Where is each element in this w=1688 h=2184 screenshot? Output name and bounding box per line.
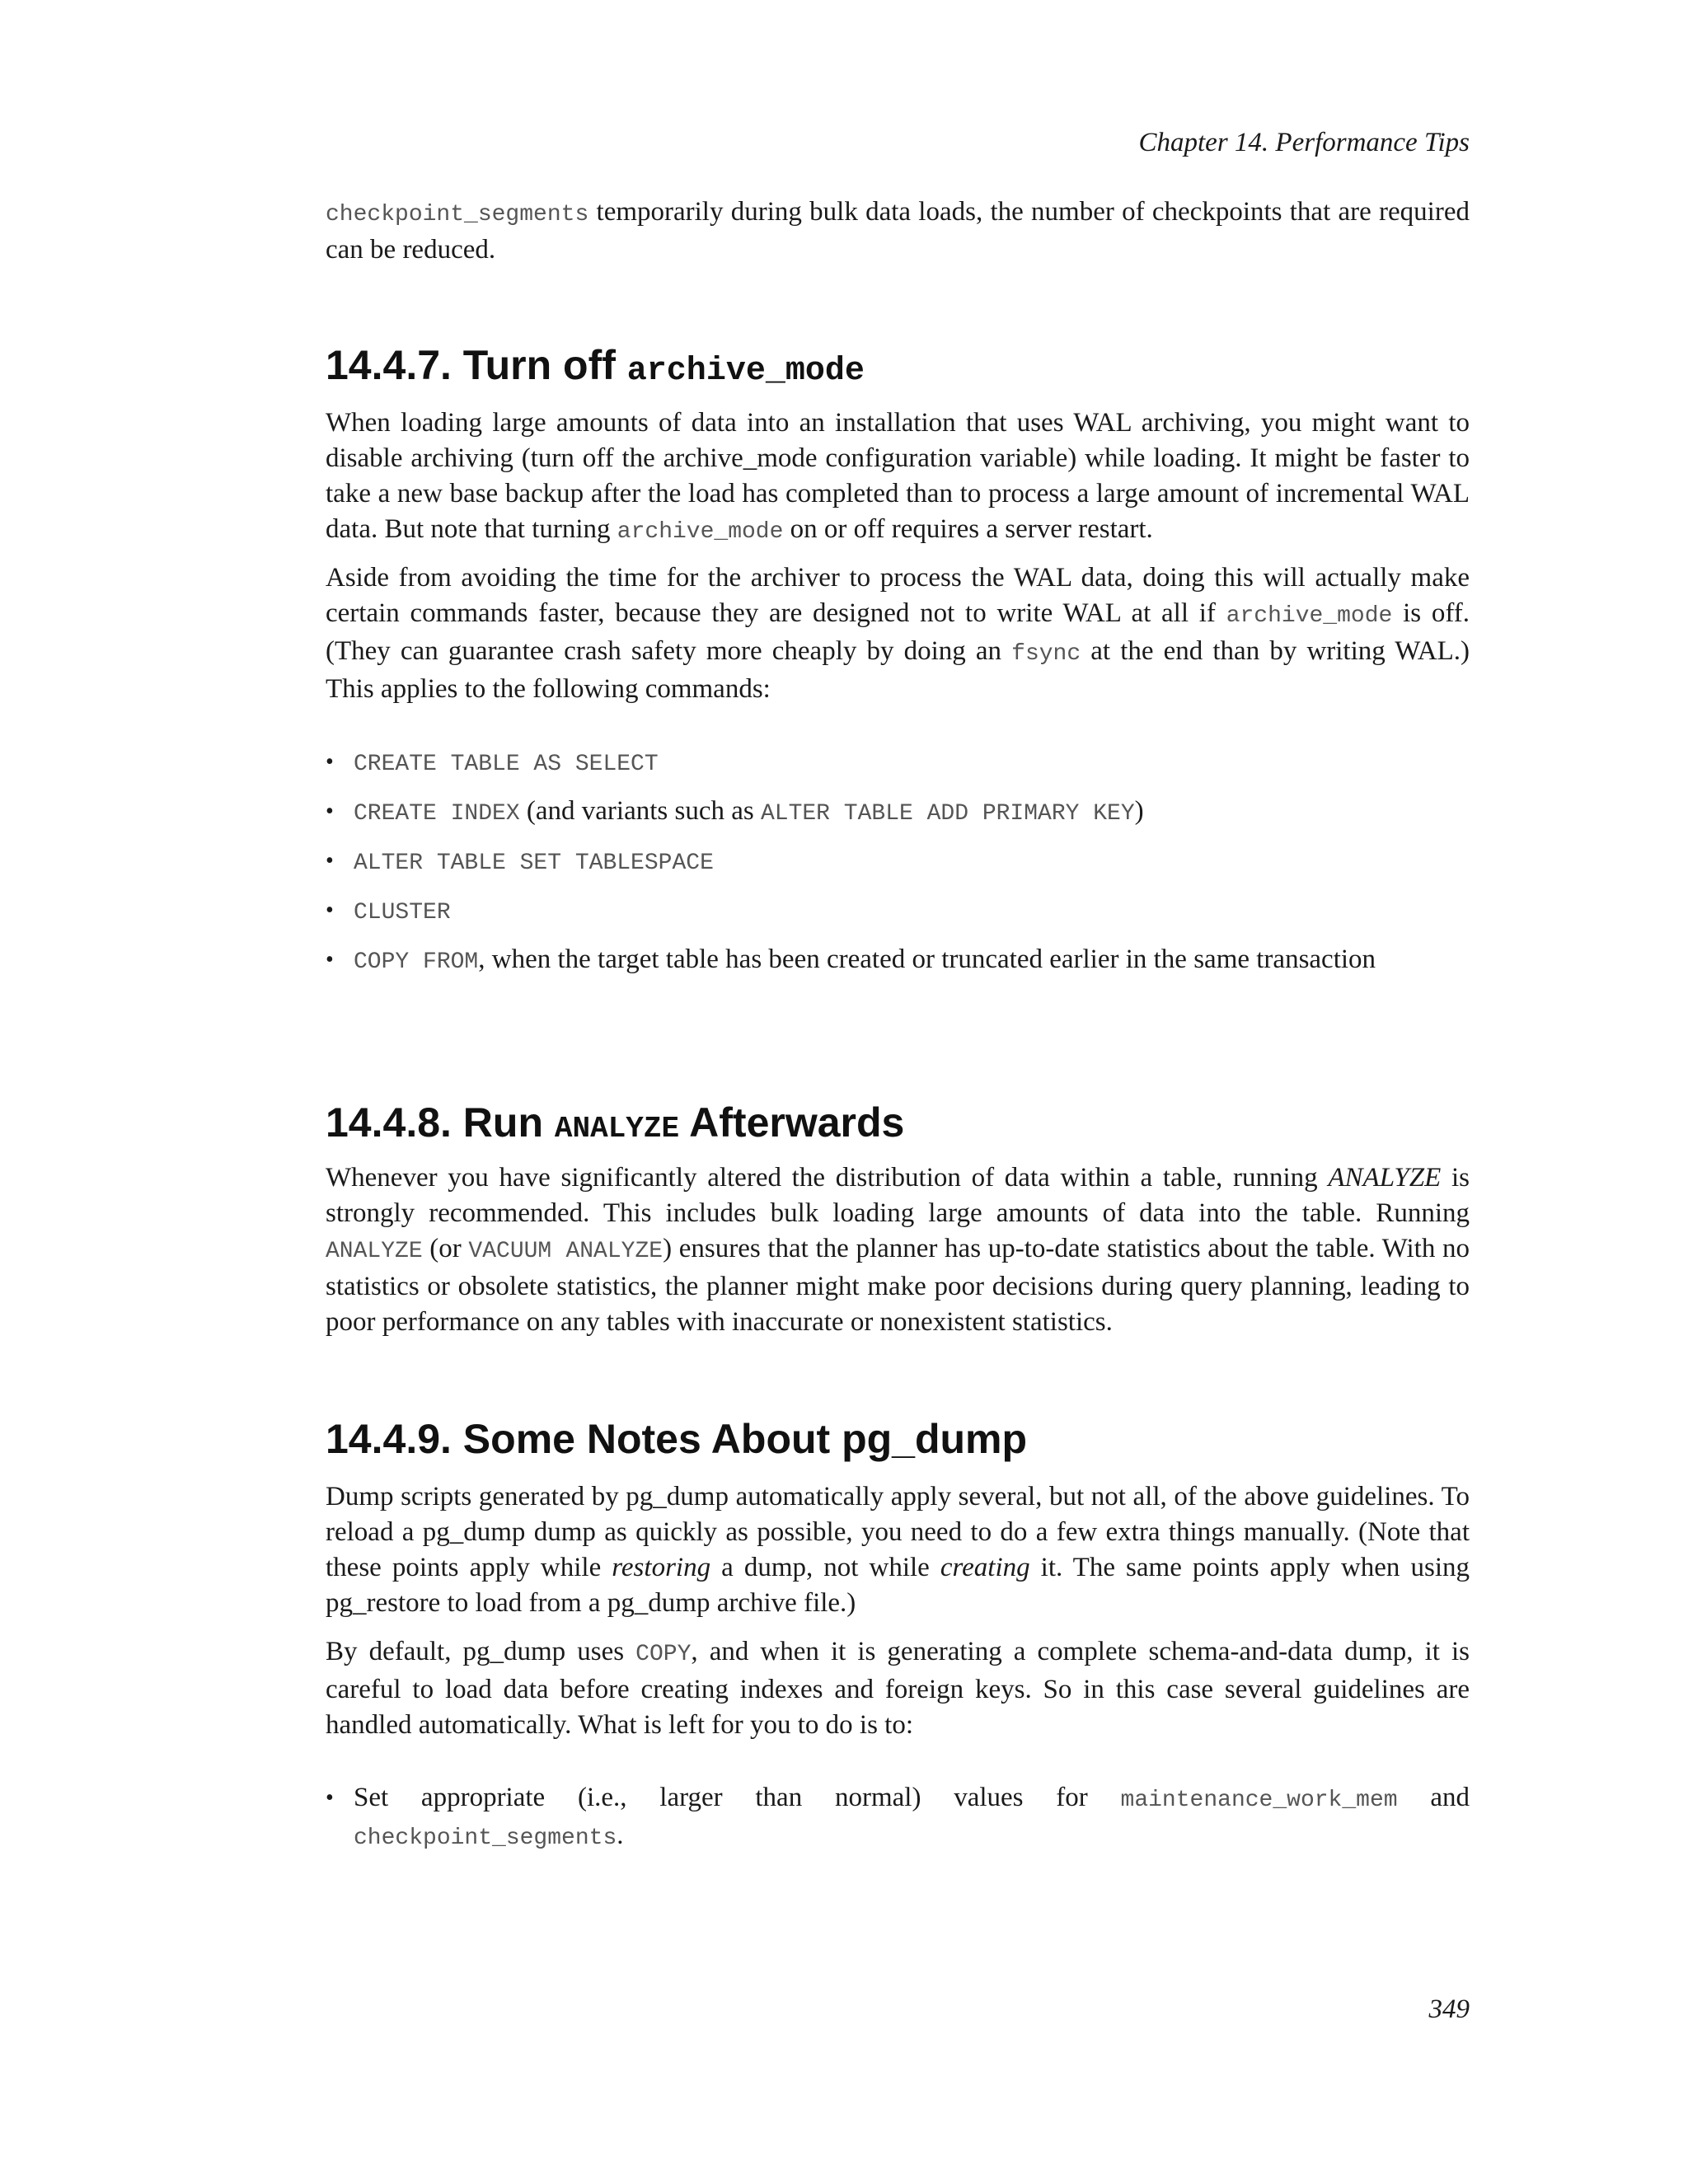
- bullet-icon: •: [326, 947, 334, 972]
- inline-code: CREATE TABLE AS SELECT: [354, 752, 659, 777]
- inline-code: checkpoint_segments: [326, 202, 589, 227]
- inline-code: ALTER TABLE ADD PRIMARY KEY: [760, 801, 1135, 827]
- inline-code: archive_mode: [617, 519, 784, 545]
- paragraph-text: Aside from avoiding the time for the archiver to process the WAL data, doing this will actually make certain commands faster, because they are designed not to write WAL at all if: [326, 563, 1470, 628]
- section-heading-14-4-9: 14.4.9. Some Notes About pg_dump: [326, 1416, 1028, 1462]
- heading-text: 14.4.7. Turn off: [326, 342, 627, 388]
- inline-code: ANALYZE: [326, 1239, 423, 1264]
- bullet-icon: •: [326, 898, 334, 923]
- paragraph-analyze: [326, 1160, 1470, 1340]
- list-text: and: [1397, 1783, 1470, 1812]
- inline-code: COPY: [635, 1642, 692, 1667]
- list-text: Set appropriate (i.e., larger than normal) values for: [354, 1783, 1121, 1812]
- heading-code: ANALYZE: [554, 1112, 680, 1146]
- inline-code: archive_mode: [1226, 603, 1393, 629]
- paragraph-text: it. The same points apply when using pg_restore to load from a pg_dump archive file.): [326, 1553, 1470, 1618]
- running-header: Chapter 14. Performance Tips: [1138, 128, 1470, 157]
- emphasis-text: creating: [940, 1553, 1030, 1582]
- list-item: [326, 893, 1470, 942]
- paragraph-text: , and when it is generating a complete schema-and-data dump, it is careful to load data before creating indexes and foreign keys. So in this case several guidelines are handled automatically. What is left for you to do is to:: [326, 1637, 1470, 1740]
- list-item: [326, 942, 1470, 991]
- page-number: 349: [1428, 1994, 1470, 2024]
- paragraph-text: ) ensures that the planner has up-to-date statistics about the table. With no statistics or obsolete statistics, the planner might make poor decisions during query planning, leading to poor performance on any tables with inaccurate or nonexistent statistics.: [326, 1234, 1470, 1337]
- paragraph-text: a dump, not while: [710, 1553, 940, 1582]
- pgdump-list: [326, 1780, 1470, 1856]
- list-item: [326, 843, 1470, 893]
- bullet-icon: •: [326, 799, 334, 824]
- paragraph-archive-1: [326, 405, 1470, 550]
- bullet-icon: •: [326, 1785, 334, 1811]
- paragraph-text: (or: [422, 1234, 469, 1263]
- inline-code: checkpoint_segments: [354, 1825, 617, 1851]
- command-list: [326, 744, 1470, 991]
- list-item: [326, 744, 1470, 794]
- paragraph-text: is off. (They can guarantee crash safety more cheaply by doing an: [326, 598, 1470, 666]
- bullet-icon: •: [326, 848, 334, 874]
- paragraph-text: By default, pg_dump uses: [326, 1637, 636, 1666]
- paragraph-text: Dump scripts generated by pg_dump automatically apply several, but not all, of the above guidelines. To reload a pg_dump dump as quickly as possible, you need to do a few extra things manually. (Note that these points apply while: [326, 1482, 1470, 1582]
- paragraph-text: is strongly recommended. This includes bulk loading large amounts of data into the table. Running: [326, 1163, 1470, 1228]
- bullet-icon: •: [326, 749, 334, 775]
- heading-text: 14.4.8. Run: [326, 1099, 555, 1146]
- paragraph-text: When loading large amounts of data into an installation that uses WAL archiving, you might want to disable archiving (turn off the archive_mode configuration variable) while loading. It might be faster to take a new base backup after the load has completed than to process a large amount of incremental WAL data. But note that turning: [326, 408, 1470, 544]
- paragraph-text: at the end than by writing WAL.) This applies to the following commands:: [326, 636, 1470, 704]
- paragraph-text: temporarily during bulk data loads, the number of checkpoints that are required can be reduced.: [326, 197, 1470, 265]
- list-text: , when the target table has been created or truncated earlier in the same transaction: [478, 944, 1376, 974]
- inline-code: COPY FROM: [354, 949, 479, 975]
- paragraph-archive-2: [326, 560, 1470, 707]
- paragraph-text: on or off requires a server restart.: [783, 514, 1153, 544]
- section-heading-14-4-8: [326, 1098, 904, 1154]
- list-item: [326, 794, 1470, 843]
- heading-text: Afterwards: [679, 1099, 905, 1146]
- emphasis-text: restoring: [612, 1553, 711, 1582]
- inline-code: fsync: [1011, 641, 1081, 667]
- list-text: (and variants such as: [519, 796, 761, 826]
- emphasis-text: ANALYZE: [1328, 1163, 1442, 1193]
- inline-code: CLUSTER: [354, 900, 451, 926]
- inline-code: VACUUM ANALYZE: [468, 1239, 663, 1264]
- list-text: ): [1134, 796, 1144, 826]
- inline-code: CREATE INDEX: [354, 801, 520, 827]
- paragraph-text: Whenever you have significantly altered the distribution of data within a table, running: [326, 1163, 1329, 1193]
- intro-paragraph: [326, 194, 1470, 268]
- inline-code: ALTER TABLE SET TABLESPACE: [354, 851, 714, 876]
- paragraph-pgdump-1: [326, 1479, 1470, 1621]
- list-item: [326, 1780, 1470, 1856]
- inline-code: maintenance_work_mem: [1120, 1788, 1398, 1813]
- paragraph-pgdump-2: [326, 1634, 1470, 1743]
- heading-code: archive_mode: [626, 353, 865, 390]
- section-heading-14-4-7: [326, 340, 865, 396]
- list-text: .: [617, 1821, 624, 1850]
